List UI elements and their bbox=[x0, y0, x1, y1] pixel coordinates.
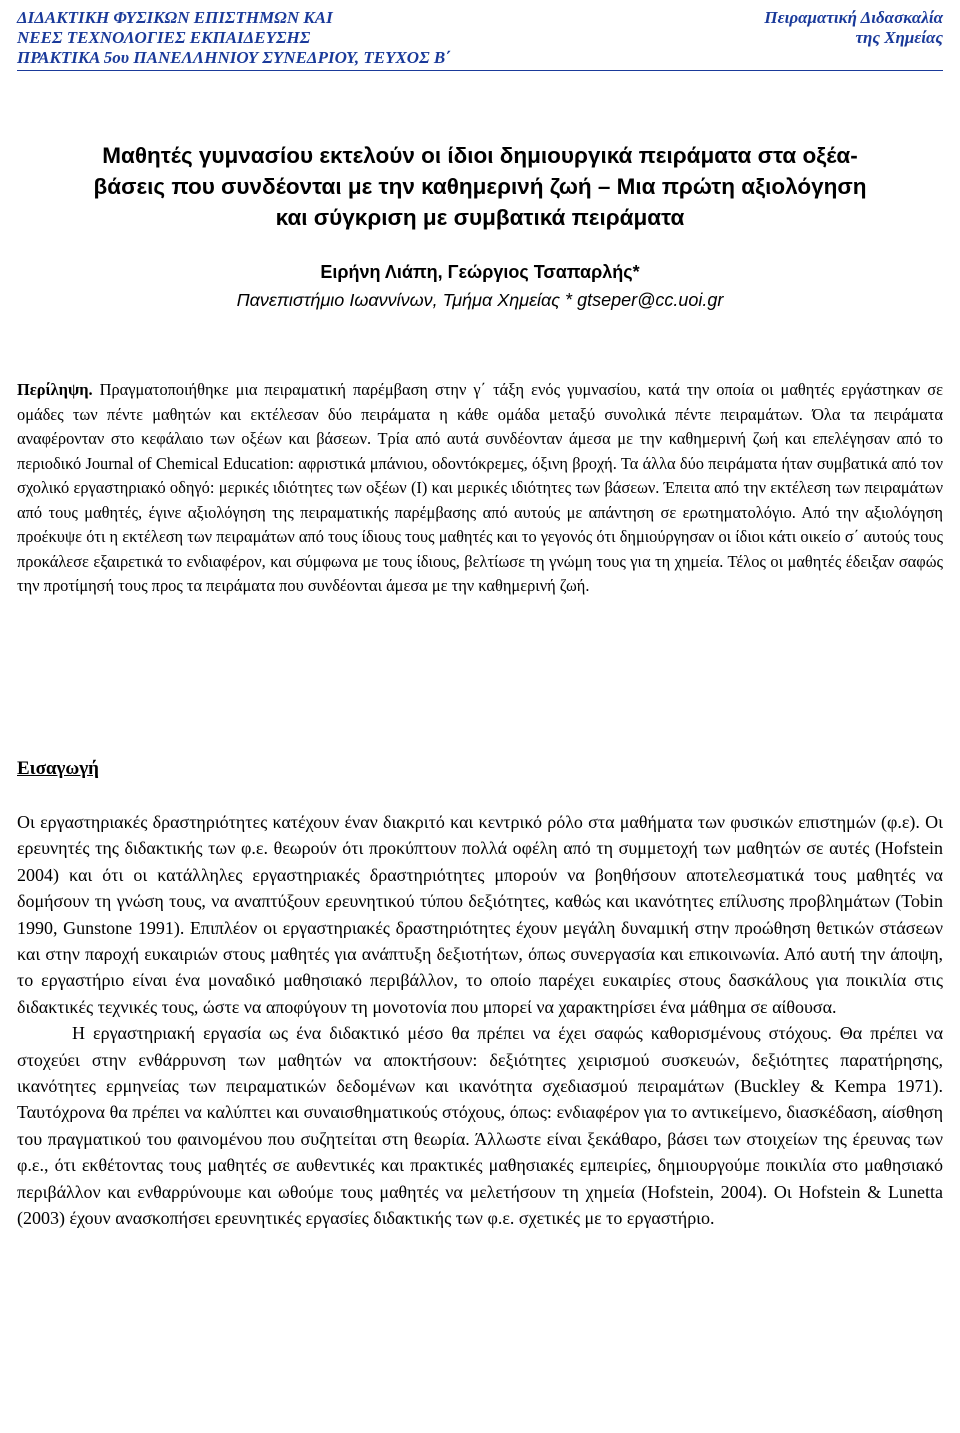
author-names: Ειρήνη Λιάπη, Γεώργιος Τσαπαρλής* bbox=[320, 262, 640, 282]
journal-header bbox=[17, 8, 451, 68]
journal-line-1: ΔΙΔΑΚΤΙΚΗ ΦΥΣΙΚΩΝ ΕΠΙΣΤΗΜΩΝ ΚΑΙ bbox=[17, 8, 333, 27]
body-text bbox=[17, 809, 943, 1232]
abstract bbox=[17, 378, 943, 599]
abstract-label: Περίληψη. bbox=[17, 380, 93, 399]
paragraph: Η εργαστηριακή εργασία ως ένα διδακτικό μέσο θα πρέπει να έχει σαφώς καθορισμένους στόχους. Θα πρέπει να στοχεύει στην ενθάρρυνση των μαθητών να αποκτήσουν: δεξιότητες χειρισμού συσκευών, δεξιότητες παρατήρησης, ικανότητες ερμηνείας των πειραματικών δεδομένων και ικανότητα σχεδιασμού πειραμάτων (Buckley & Kempa 1971). Ταυτόχρονα θα πρέπει να καλύπτει και συναισθηματικούς στόχους, όπως: ενδιαφέρον για το αντικείμενο, διασκέδαση, αίσθηση του πραγματικού του φαινομένου που συζητείται στη θεωρία. Άλλωστε είναι ξεκάθαρο, βάσει των στοιχείων της έρευνας των φ.ε., ότι εκθέτοντας τους μαθητές σε αυθεντικές και πρακτικές μαθησιακές εμπειρίες, δημιουργούμε ποικιλία στο μαθησιακό περιβάλλον και ενθαρρύνουμε και ωθούμε τους μαθητές να μελετήσουν τη χημεία (Hofstein, 2004). Οι Hofstein & Lunetta (2003) έχουν ανασκοπήσει ερευνητικές εργασίες διδακτικής των φ.ε. σχετικές με το εργαστήριο. bbox=[17, 1023, 943, 1229]
section-header bbox=[764, 8, 943, 48]
paper-title bbox=[20, 140, 940, 233]
abstract-text: Πραγματοποιήθηκε μια πειραματική παρέμβαση στην γ΄ τάξη ενός γυμνασίου, κατά την οποία οι μαθητές εργάστηκαν σε ομάδες των πέντε μαθητών και εκτέλεσαν δύο πειράματα η κάθε ομάδα μεταξύ συνολικά πέντε πειραμάτων. Όλα τα πειράματα αναφέρονταν στο κεφάλαιο των οξέων και βάσεων. Τρία από αυτά συνδέονταν άμεσα με την καθημερινή ζωή και επελέγησαν από το περιοδικό Journal of Chemical Education: αφριστικά μπάνιου, οδοντόκρεμες, όξινη βροχή. Τα άλλα δύο πειράματα ήταν συμβατικά από τον σχολικό εργαστηριακό οδηγό: μερικές ιδιότητες των οξέων (Ι) και μερικές ιδιότητες των βάσεων. Έπειτα από την εκτέλεση των πειραμάτων από τους μαθητές, έγινε αξιολόγηση της πειραματικής παρέμβασης από αυτούς με απάντηση σε ερωτηματολόγιο. Από την αξιολόγηση προέκυψε ότι η εκτέλεση των πειραμάτων από τους ίδιους τους μαθητές και το γεγονός ότι δημιούργησαν οι ίδιοι κάτι οικείο σ΄ αυτούς τους προκάλεσε εξαιρετικά το ενδιαφέρον, και σύμφωνα με τους ίδιους, βελτίωσε τη γνώμη τους για τη χημεία. Τέλος οι μαθητές έδειξαν σαφώς την προτίμησή τους προς τα πειράματα που συνδέονται άμεσα με την καθημερινή ζωή. bbox=[17, 380, 943, 595]
journal-line-2: ΝΕΕΣ ΤΕΧΝΟΛΟΓΙΕΣ ΕΚΠΑΙΔΕΥΣΗΣ bbox=[17, 28, 311, 47]
paragraph: Οι εργαστηριακές δραστηριότητες κατέχουν έναν διακριτό και κεντρικό ρόλο στα μαθήματα των φυσικών επιστημών (φ.ε). Οι ερευνητές της διδακτικής των φ.ε. θεωρούν ότι προκύπτουν πολλά οφέλη από τη συμμετοχή των μαθητών σε αυτές (Hofstein 2004) και ότι οι κατάλληλες εργαστηριακές δραστηριότητες μπορούν να βοηθήσουν αποτελεσματικά τους μαθητές να δομήσουν τη γνώση τους, να αναπτύξουν ερευνητικού τύπου δεξιότητες, καθώς και ικανότητες επίλυσης προβλημάτων (Tobin 1990, Gunstone 1991). Επιπλέον οι εργαστηριακές δραστηριότητες έχουν μεγάλη δυναμική στην προώθηση θετικών στάσεων και στην παροχή ευκαιριών στους μαθητές για ανάπτυξη δεξιοτήτων, όπως συνεργασία και επικοινωνία. Από αυτή την άποψη, το εργαστήριο είναι ένα μοναδικό μαθησιακό περιβάλλον, το οποίο παρέχει ευκαιρίες στους δασκάλους για ποικιλία στις διδακτικές τεχνικές τους, ώστε να αποφύγουν τη μονοτονία που μπορεί να χαρακτηρίσει ένα μάθημα σε αίθουσα. bbox=[17, 812, 943, 1017]
title-line-3: και σύγκριση με συμβατικά πειράματα bbox=[275, 205, 685, 230]
section-header-line-1: Πειραματική Διδασκαλία bbox=[764, 8, 943, 27]
header-divider bbox=[17, 70, 943, 71]
section-heading: Εισαγωγή bbox=[17, 758, 99, 779]
journal-line-3: ΠΡΑΚΤΙΚΑ 5ου ΠΑΝΕΛΛΗΝΙΟΥ ΣΥΝΕΔΡΙΟΥ, ΤΕΥΧΟΣ Β΄ bbox=[17, 48, 451, 67]
author-affiliation: Πανεπιστήμιο Ιωαννίνων, Τμήμα Χημείας * gtseper@cc.uoi.gr bbox=[236, 290, 724, 310]
author-block bbox=[20, 258, 940, 314]
title-line-1: Μαθητές γυμνασίου εκτελούν οι ίδιοι δημιουργικά πειράματα στα οξέα- bbox=[102, 143, 858, 168]
section-header-line-2: της Χημείας bbox=[855, 28, 943, 47]
title-line-2: βάσεις που συνδέονται με την καθημερινή ζωή – Μια πρώτη αξιολόγηση bbox=[93, 174, 867, 199]
